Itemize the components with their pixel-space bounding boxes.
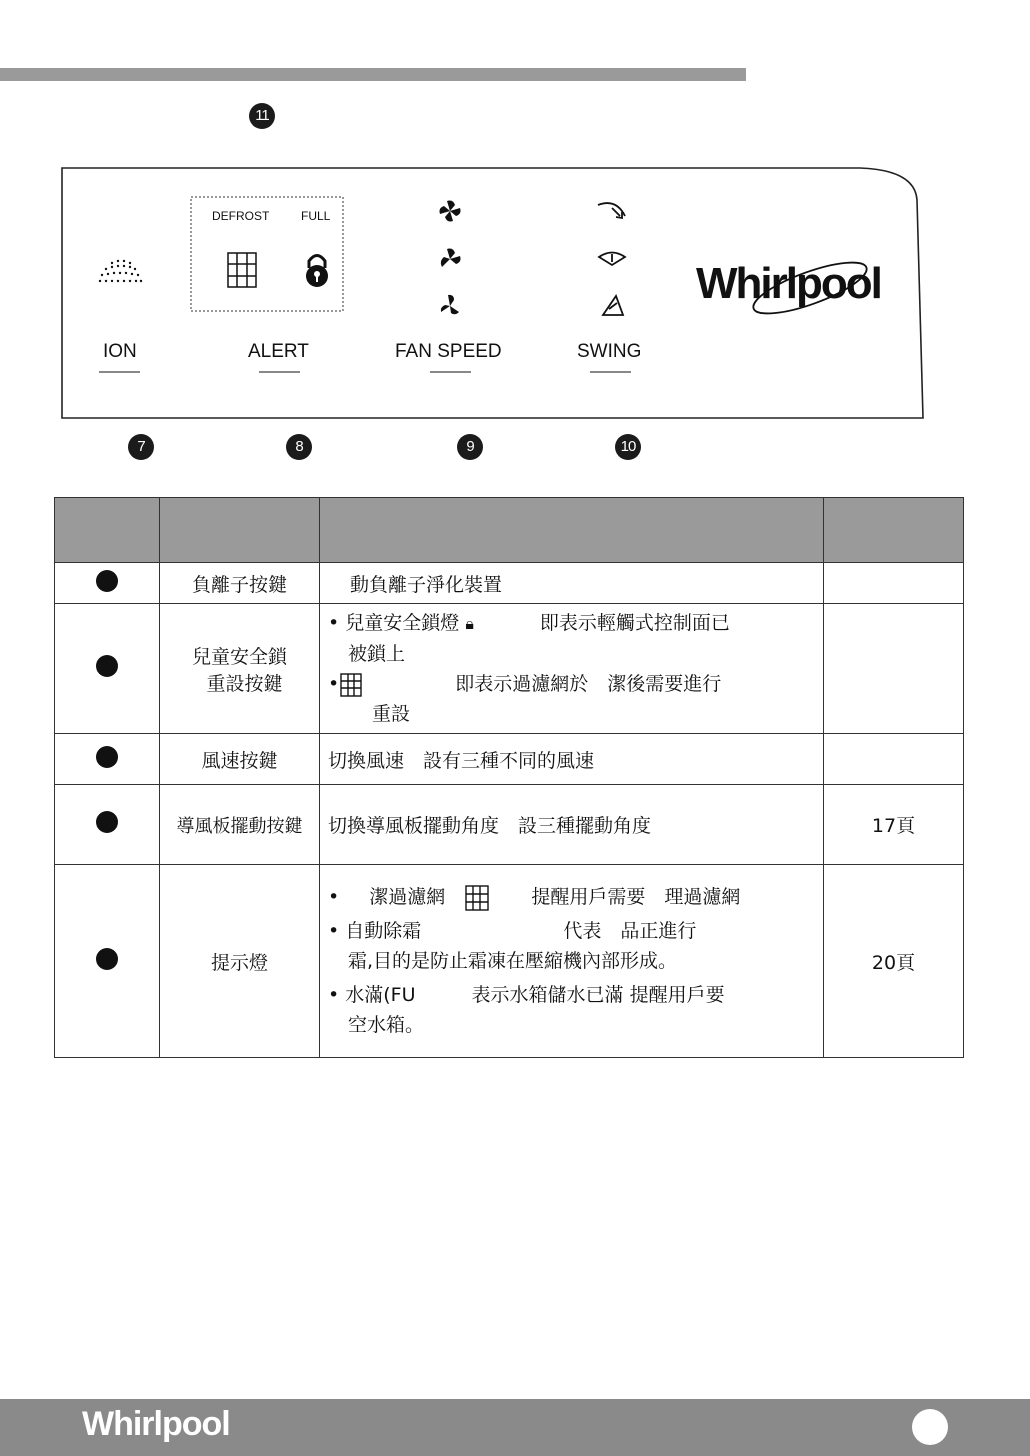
- lock-icon: 🔒︎: [465, 614, 474, 633]
- row-name: 風速按鍵: [160, 734, 320, 785]
- filter-grid-icon: [463, 884, 491, 912]
- row-desc: 切換風速 設有三種不同的風速: [320, 734, 824, 785]
- row-name-line2: 重設按鍵: [206, 672, 283, 695]
- callout-11: 11: [249, 103, 275, 129]
- lock-desc: 即表示輕觸式控制面已: [539, 612, 730, 634]
- fan-medium-icon: [441, 249, 461, 268]
- row-page: 20頁: [824, 865, 964, 1058]
- callout-9: 9: [457, 434, 483, 460]
- footer-logo: Whirlpool: [82, 1405, 230, 1443]
- lock-text: 兒童安全鎖燈: [345, 612, 460, 634]
- fan-low-icon: [441, 295, 459, 314]
- swing-label: SWING: [577, 341, 642, 362]
- fan-speed-label: FAN SPEED: [395, 341, 502, 362]
- row-page: [824, 604, 964, 734]
- row-page: [824, 563, 964, 604]
- footer-bar: [0, 1399, 1030, 1456]
- control-panel-diagram: [0, 0, 1030, 480]
- row-name: 負離子按鍵: [160, 563, 320, 604]
- table-row: 兒童安全鎖 重設按鍵 • 兒童安全鎖燈 🔒︎ 即表示輕觸式控制面已 被鎖上 • 即表示過濾網於 潔後需要進行 重設: [55, 604, 964, 734]
- full-desc-cont: 空水箱。: [348, 1014, 425, 1036]
- table-row: 提示燈 • 潔過濾網 提醒用戶需要 理過濾網 • 自動除霜 代表 品正進行 霜,目的是防止霜凍在壓縮機內部形成。 • 水滿(FU 表示水箱儲水已滿 提醒用戶要 空水箱。 20頁: [55, 865, 964, 1058]
- row-name-line1: 兒童安全鎖: [191, 645, 287, 668]
- filter-grid-icon: [339, 672, 363, 698]
- row-page: 17頁: [824, 785, 964, 865]
- full-text: 水滿(FU: [345, 984, 416, 1006]
- defrost-label: DEFROST: [212, 209, 270, 223]
- row-desc: 切換導風板擺動角度 設三種擺動角度: [320, 785, 824, 865]
- filter-desc: 即表示過濾網於 潔後需要進行: [455, 673, 722, 695]
- bullet-dot: [96, 655, 118, 677]
- page-number-circle: [912, 1409, 948, 1445]
- whirlpool-logo: Whirlpool: [696, 259, 881, 308]
- row-name: 提示燈: [160, 865, 320, 1058]
- callout-7: 7: [128, 434, 154, 460]
- lock-desc-cont: 被鎖上: [348, 643, 406, 665]
- row-desc: 動負離子淨化裝置: [320, 563, 824, 604]
- swing-mid-icon: [599, 253, 625, 266]
- ion-icon: [99, 260, 142, 282]
- clean-filter-desc: 提醒用戶需要 理過濾網: [531, 886, 741, 908]
- swing-up-icon: [598, 203, 625, 218]
- defrost-desc: 代表 品正進行: [563, 920, 697, 942]
- lock-icon: [306, 256, 328, 288]
- callout-10: 10: [615, 434, 641, 460]
- table-row: [55, 563, 964, 604]
- table-row: [55, 734, 964, 785]
- row-name: 導風板擺動按鍵: [160, 785, 320, 865]
- table-header-row: [55, 498, 964, 563]
- defrost-desc-cont: 霜,目的是防止霜凍在壓縮機內部形成。: [348, 950, 678, 972]
- fan-high-icon: [440, 201, 461, 222]
- full-label: FULL: [301, 209, 331, 223]
- bullet-dot: [96, 746, 118, 768]
- filter-reset: 重設: [372, 703, 411, 725]
- bullet-dot: [96, 570, 118, 592]
- ion-label: ION: [103, 341, 137, 362]
- swing-down-icon: [603, 296, 623, 315]
- clean-filter-text: 潔過濾網: [369, 886, 446, 908]
- bullet-dot: [96, 948, 118, 970]
- bullet-dot: [96, 811, 118, 833]
- button-description-table: [54, 497, 964, 1058]
- alert-label: ALERT: [248, 341, 309, 362]
- table-row: [55, 785, 964, 865]
- defrost-text: 自動除霜: [345, 920, 422, 942]
- full-desc: 表示水箱儲水已滿 提醒用戶要: [471, 984, 725, 1006]
- filter-grid-icon: [228, 253, 256, 287]
- row-page: [824, 734, 964, 785]
- callout-8: 8: [286, 434, 312, 460]
